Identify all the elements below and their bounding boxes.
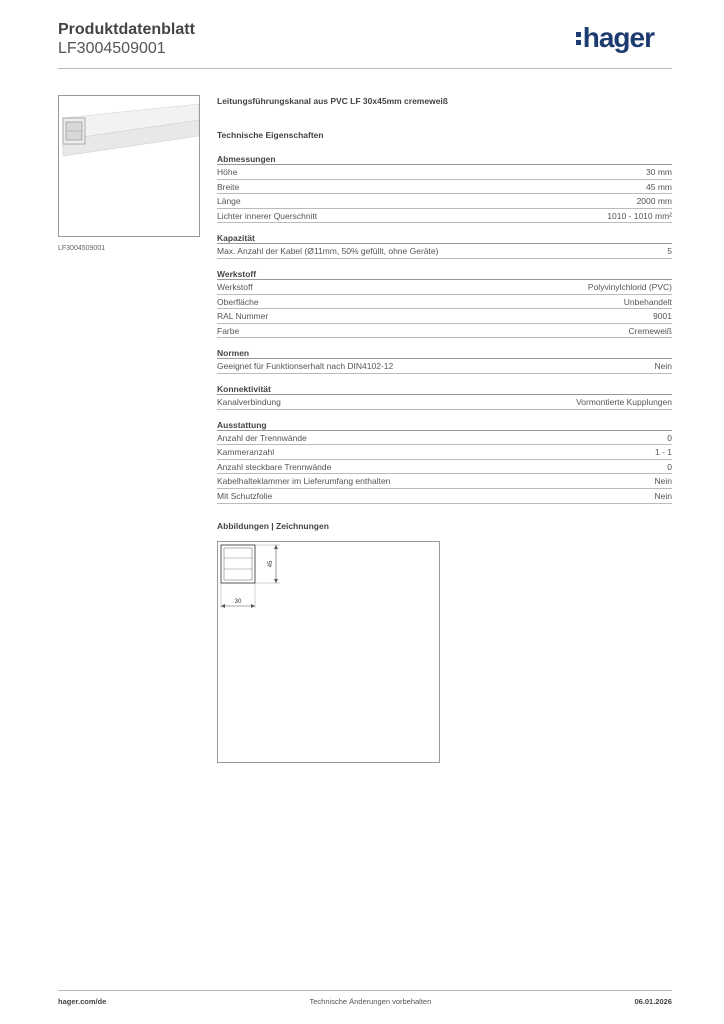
spec-row <box>217 165 672 180</box>
footer-divider <box>58 990 672 991</box>
spec-section <box>217 268 672 338</box>
section-title: Abmessungen <box>217 153 672 165</box>
section-title: Konnektivität <box>217 383 672 395</box>
spec-value: Nein <box>654 490 672 501</box>
spec-label: Mit Schutzfolie <box>217 490 273 501</box>
spec-value: Unbehandelt <box>623 296 672 307</box>
spec-label: Werkstoff <box>217 281 253 292</box>
hager-logo <box>576 22 654 54</box>
spec-label: Anzahl der Trennwände <box>217 432 307 443</box>
spec-label: Länge <box>217 196 241 207</box>
spec-label: Kanalverbindung <box>217 396 281 407</box>
spec-row <box>217 489 672 504</box>
spec-value: 0 <box>667 432 672 443</box>
spec-label: RAL Nummer <box>217 311 269 322</box>
spec-value: Polyvinylchlorid (PVC) <box>587 281 672 292</box>
spec-row <box>217 244 672 259</box>
spec-value: 5 <box>667 246 672 257</box>
spec-value: 9001 <box>653 311 672 322</box>
width-dimension-label: 30 <box>234 598 242 605</box>
spec-row <box>217 309 672 324</box>
image-caption: LF3004509001 <box>58 245 106 252</box>
spec-row <box>217 445 672 460</box>
spec-section <box>217 383 672 410</box>
spec-label: Oberfläche <box>217 296 259 307</box>
spec-label: Breite <box>217 181 240 192</box>
product-name: Leitungsführungskanal aus PVC LF 30x45mm cremeweiß <box>217 96 448 106</box>
spec-value: 1 - 1 <box>654 447 672 458</box>
tech-properties-heading: Technische Eigenschaften <box>217 130 324 140</box>
spec-value: 0 <box>667 461 672 472</box>
page-title: Produktdatenblatt <box>58 21 195 38</box>
spec-row <box>217 460 672 475</box>
section-title: Kapazität <box>217 232 672 244</box>
spec-row <box>217 295 672 310</box>
spec-sections <box>217 153 672 504</box>
spec-section <box>217 419 672 504</box>
section-title: Normen <box>217 347 672 359</box>
footer-date: 06.01.2026 <box>634 997 672 1006</box>
footer-disclaimer: Technische Änderungen vorbehalten <box>309 997 432 1006</box>
spec-value: Nein <box>654 476 672 487</box>
spec-label: Kabelhalteklammer im Lieferumfang enthalten <box>217 476 391 487</box>
spec-label: Kammeranzahl <box>217 447 275 458</box>
spec-label: Höhe <box>217 167 238 177</box>
document-header <box>58 20 672 70</box>
spec-row <box>217 395 672 410</box>
spec-value: 2000 mm <box>636 196 672 207</box>
spec-value: Cremeweiß <box>628 325 672 336</box>
product-image <box>58 95 200 237</box>
technical-drawing <box>217 541 440 763</box>
document-footer <box>58 997 672 1006</box>
product-details <box>217 95 672 763</box>
spec-label: Farbe <box>217 325 240 336</box>
spec-value: 1010 - 1010 mm² <box>607 210 672 221</box>
product-image-panel <box>58 95 200 252</box>
section-title: Ausstattung <box>217 419 672 431</box>
spec-row <box>217 209 672 224</box>
section-title: Werkstoff <box>217 268 672 280</box>
spec-label: Lichter innerer Querschnitt <box>217 210 318 221</box>
spec-value: 30 mm <box>646 167 672 177</box>
footer-website-link[interactable]: hager.com/de <box>58 997 107 1006</box>
spec-label: Max. Anzahl der Kabel (Ø11mm, 50% gefüllt, ohne Geräte) <box>217 246 439 257</box>
spec-label: Geeignet für Funktionserhalt nach DIN4102-12 <box>217 361 394 372</box>
spec-value: Vormontierte Kupplungen <box>576 396 672 407</box>
spec-value: 45 mm <box>646 181 672 192</box>
spec-row <box>217 359 672 374</box>
product-number: LF3004509001 <box>58 40 166 57</box>
logo-text: hager <box>582 22 654 53</box>
spec-section <box>217 153 672 223</box>
spec-row <box>217 280 672 295</box>
spec-label: Anzahl steckbare Trennwände <box>217 461 332 472</box>
cable-duct-illustration <box>59 96 199 236</box>
header-divider <box>58 68 672 69</box>
spec-value: Nein <box>654 361 672 372</box>
spec-row <box>217 431 672 446</box>
logo-dots-icon <box>576 32 581 45</box>
spec-section <box>217 347 672 374</box>
height-dimension-label: 45 <box>268 560 274 567</box>
cross-section-drawing <box>218 542 439 762</box>
spec-row <box>217 324 672 339</box>
spec-row <box>217 194 672 209</box>
spec-row <box>217 180 672 195</box>
figures-heading: Abbildungen | Zeichnungen <box>217 520 329 531</box>
spec-row <box>217 474 672 489</box>
spec-section <box>217 232 672 259</box>
